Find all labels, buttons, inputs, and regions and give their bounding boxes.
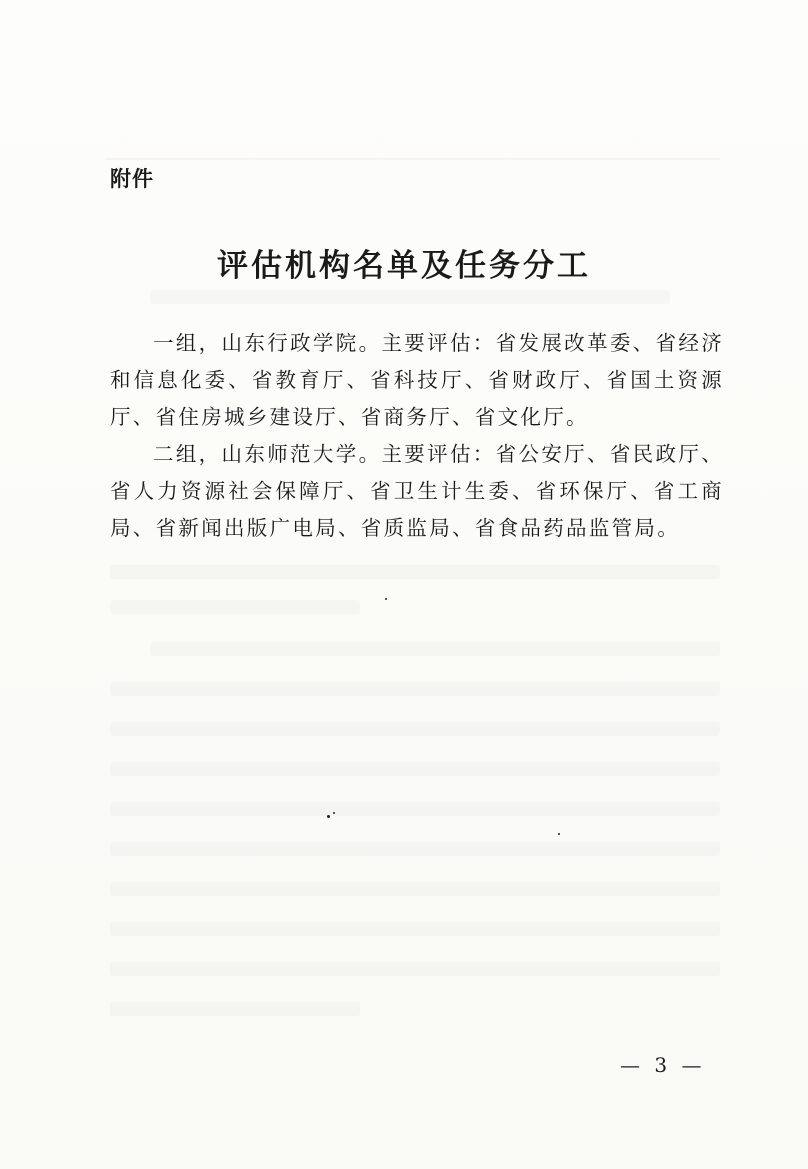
bleed-through-text: [150, 642, 720, 656]
bleed-through-rule: [105, 158, 720, 160]
group-paragraph: [110, 436, 724, 547]
bleed-through-text: [150, 290, 670, 304]
bleed-through-text: [110, 922, 720, 936]
bleed-through-text: [110, 600, 360, 614]
page-number: — 3 —: [620, 1053, 706, 1077]
group-organization: 山东师范大学。: [221, 442, 382, 466]
document-title: 评估机构名单及任务分工: [217, 248, 591, 284]
bleed-through-text: [110, 565, 720, 579]
bleed-through-text: [110, 962, 720, 976]
document-body: [110, 325, 724, 547]
evaluation-intro: 主要评估：: [381, 442, 496, 466]
bleed-through-text: [110, 682, 720, 696]
bleed-through-text: [110, 1002, 360, 1016]
group-organization: 山东行政学院。: [221, 331, 382, 355]
bleed-through-text: [110, 882, 720, 896]
evaluation-intro: 主要评估：: [381, 331, 496, 355]
group-paragraph: [110, 325, 724, 436]
scan-speck: [327, 815, 330, 818]
bleed-through-text: [110, 762, 720, 776]
group-number: 一组，: [153, 331, 222, 355]
scan-speck: [385, 598, 387, 600]
evaluated-departments: 省发展改革委、省经济和信息化委、省教育厅、省科技厅、省财政厅、省国土资源厅、省住房城乡建设厅、省商务厅、省文化厅。: [110, 331, 725, 429]
group-number: 二组，: [153, 442, 222, 466]
bleed-through-text: [110, 722, 720, 736]
evaluated-departments: 省公安厅、省民政厅、省人力资源社会保障厅、省卫生计生委、省环保厅、省工商局、省新闻出版广电局、省质监局、省食品药品监管局。: [110, 442, 725, 540]
attachment-label: 附件: [110, 167, 154, 191]
bleed-through-text: [110, 802, 720, 816]
scan-speck: [333, 812, 335, 814]
bleed-through-text: [110, 842, 720, 856]
scan-speck: [558, 833, 560, 835]
